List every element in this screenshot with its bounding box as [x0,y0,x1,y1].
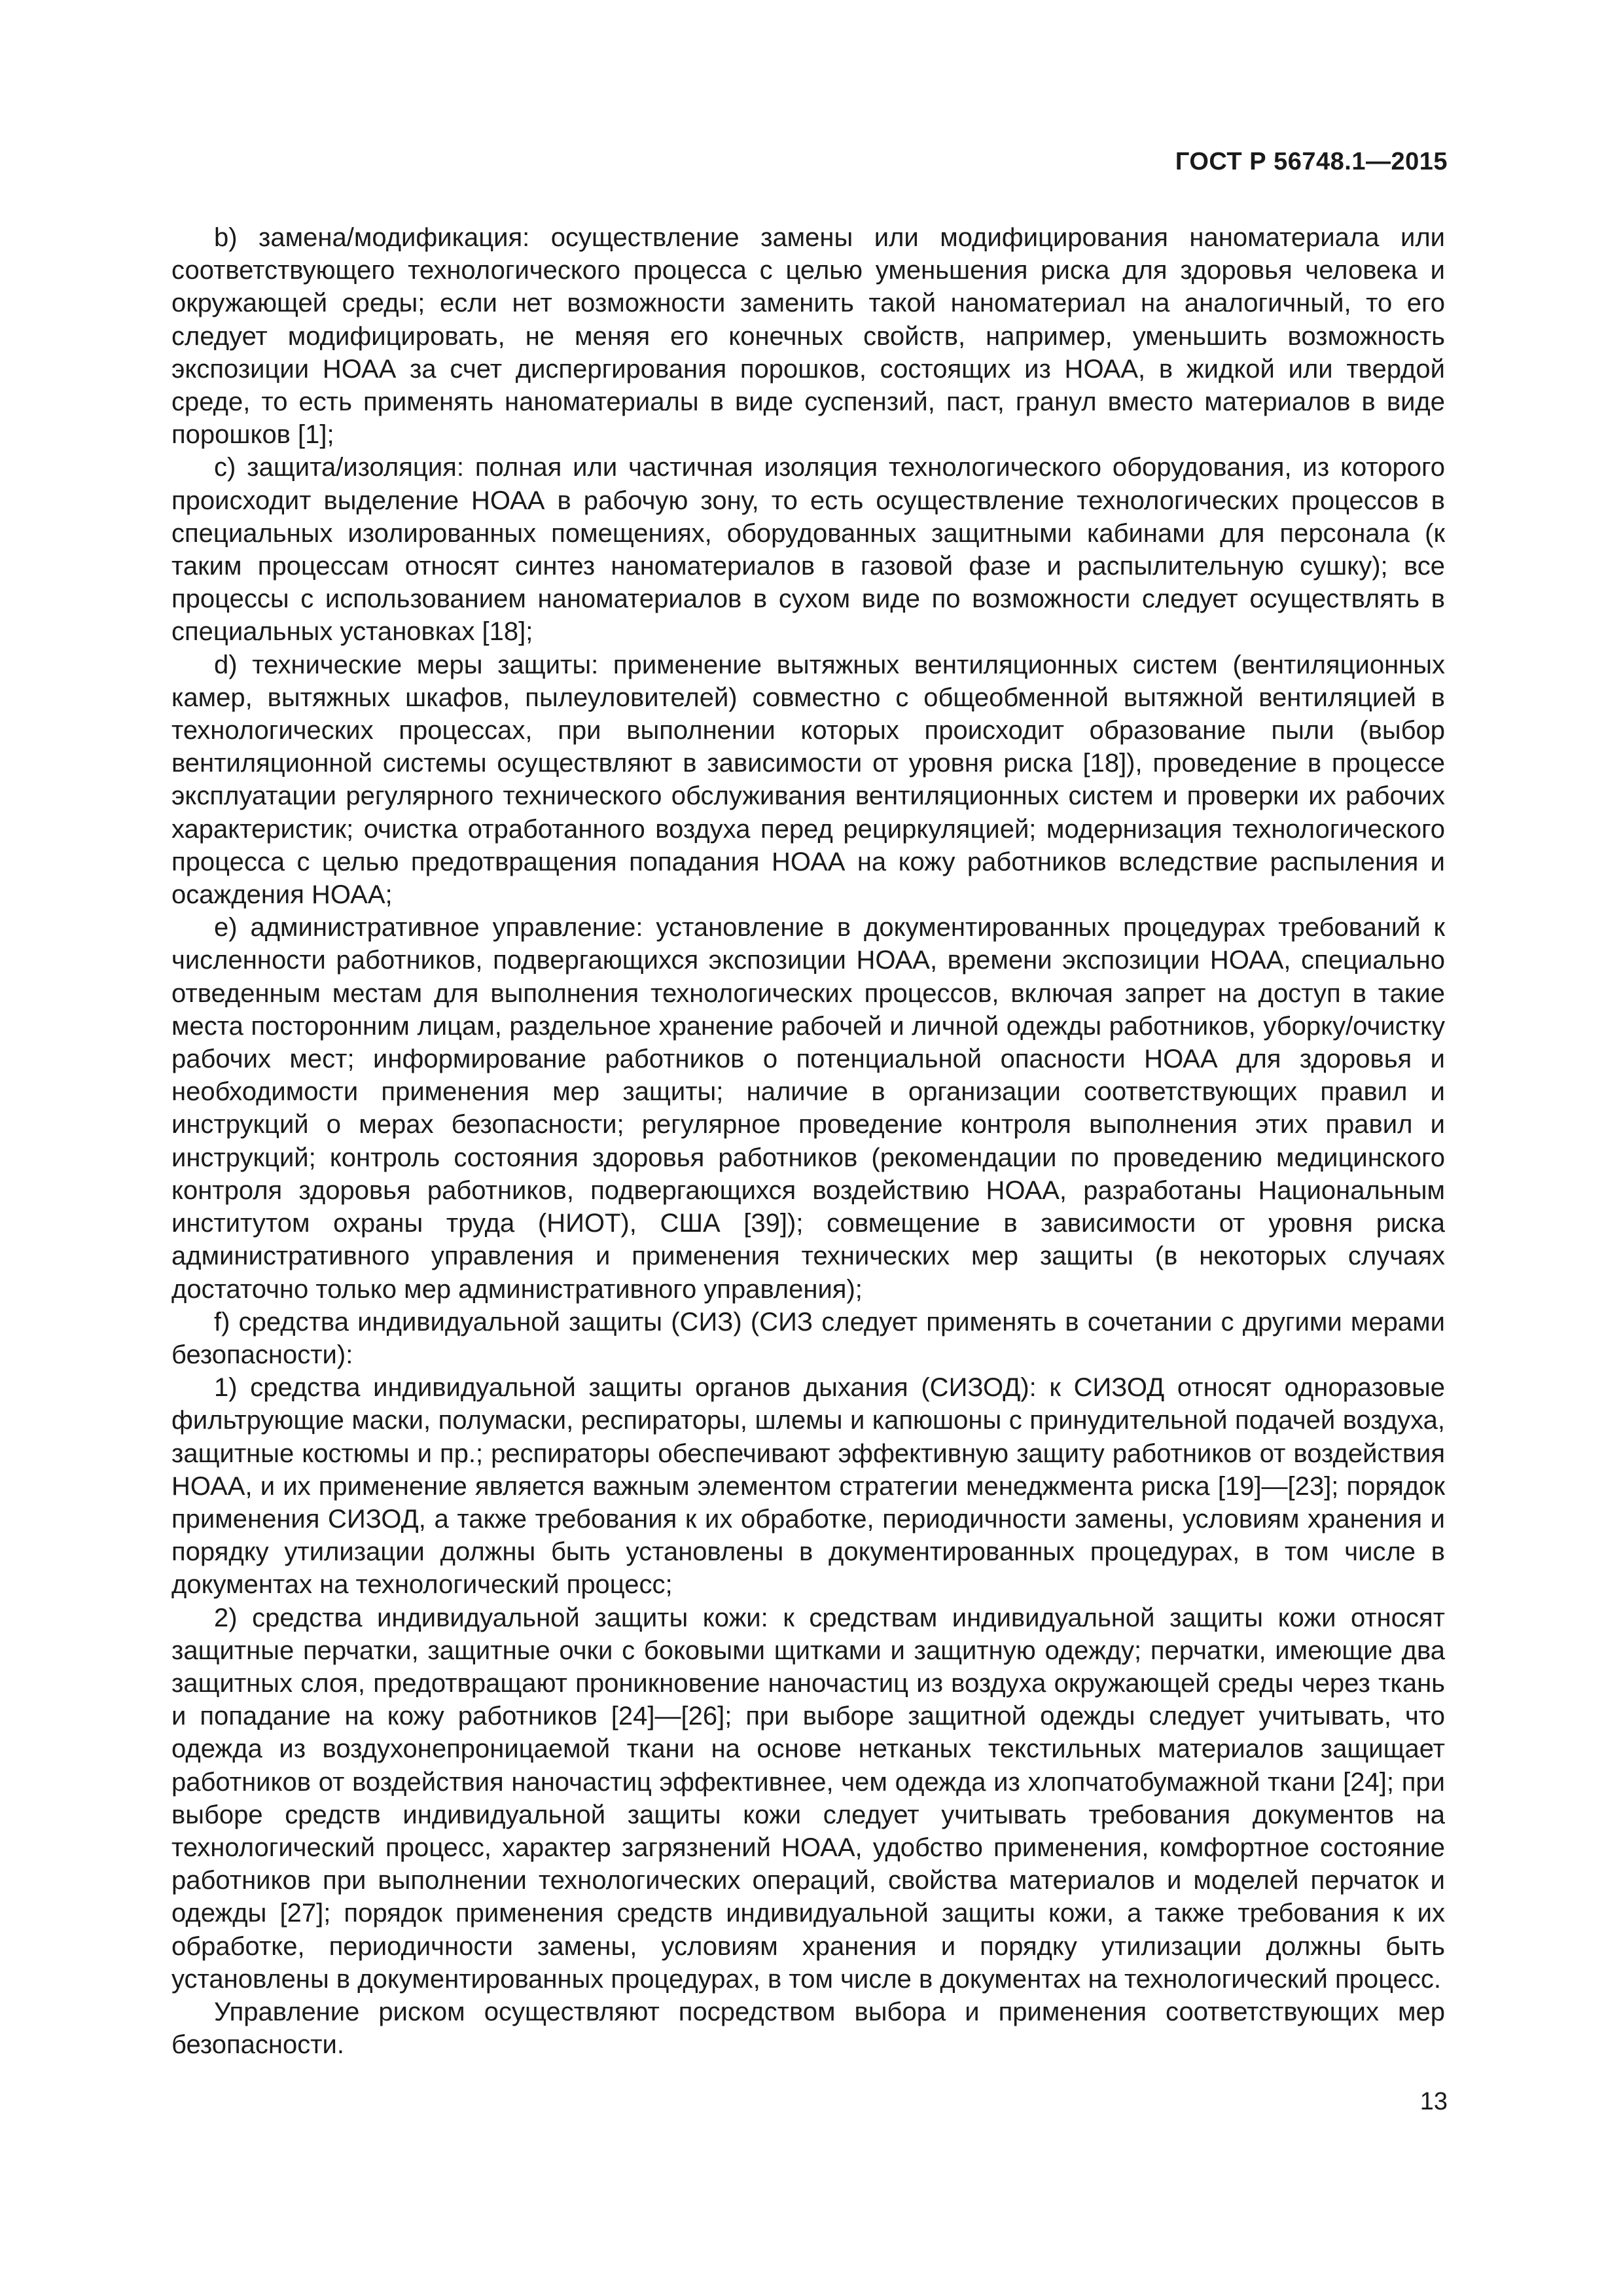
paragraph-d-technical-measures: d) технические меры защиты: применение вытяжных вентиляционных систем (вентиляционных камер, вытяжных шкафов, пылеуловителей) совместно с общеобменной вытяжной вентиляцией в технологических процессах, при выполнении которых происходит образование пыли (выбор вентиляционной системы осуществляют в зависимости от уровня риска [18]), проведение в процессе эксплуатации регулярного технического обслуживания вентиляционных систем и проверки их рабочих характеристик; очистка отработанного воздуха перед рециркуляцией; модернизация технологического процесса с целью предотвращения попадания НОАА на кожу работников вследствие распыления и осаждения НОАА; [171,650,1445,910]
paragraph-c-isolation: c) защита/изоляция: полная или частичная изоляция технологического оборудования, из которого происходит выделение НОАА в рабочую зону, то есть осуществление технологических процессов в специальных изолированных помещениях, оборудованных защитными кабинами для персонала (к таким процессам относят синтез наноматериалов в газовой фазе и распылительную сушку); все процессы с использованием наноматериалов в сухом виде по возможности следует осуществлять в специальных установках [18]; [171,453,1445,647]
paragraph-risk-management-conclusion: Управление риском осуществляют посредством выбора и применения соответствующих мер безопасности. [171,1997,1445,2060]
document-code-header: ГОСТ Р 56748.1—2015 [1175,148,1448,175]
paragraph-f2-skin-protection: 2) средства индивидуальной защиты кожи: к средствам индивидуальной защиты кожи относят защитные перчатки, защитные очки с боковыми щитками и защитную одежду; перчатки, имеющие два защитных слоя, предотвращают проникновение наночастиц из воздуха окружающей среды через ткань и попадание на кожу работников [24]—[26]; при выборе защитной одежды следует учитывать, что одежда из воздухонепроницаемой ткани на основе нетканых текстильных материалов защищает работников от воздействия наночастиц эффективнее, чем одежда из хлопчатобумажной ткани [24]; при выборе средств индивидуальной защиты кожи следует учитывать требования документов на технологический процесс, характер загрязнений НОАА, удобство применения, комфортное состояние работников при выполнении технологических операций, свойства материалов и моделей перчаток и одежды [27]; порядок применения средств индивидуальной защиты кожи, а также требования к их обработке, периодичности замены, условиям хранения и порядку утилизации должны быть установлены в документированных процедурах, в том числе в документах на технологический процесс. [171,1603,1445,1994]
paragraph-e-administrative-control: e) административное управление: установление в документированных процедурах требований к численности работников, подвергающихся экспозиции НОАА, времени экспозиции НОАА, специально отведенным местам для выполнения технологических процессов, включая запрет на доступ в такие места посторонним лицам, раздельное хранение рабочей и личной одежды работников, уборку/очистку рабочих мест; информирование работников о потенциальной опасности НОАА для здоровья и необходимости применения мер защиты; наличие в организации соответствующих правил и инструкций о мерах безопасности; регулярное проведение контроля выполнения этих правил и инструкций; контроль состояния здоровья работников (рекомендации по проведению медицинского контроля здоровья работников, подвергающихся воздействию НОАА, разработаны Национальным институтом охраны труда (НИОТ), США [39]); совмещение в зависимости от уровня риска административного управления и применения технических мер защиты (в некоторых случаях достаточно только мер административного управления); [171,913,1445,1304]
document-body [171,221,1445,2061]
paragraph-b-substitution: b) замена/модификация: осуществление замены или модифицирования наноматериала или соответствующего технологического процесса с целью уменьшения риска для здоровья человека и окружающей среды; если нет возможности заменить такой наноматериал на аналогичный, то его следует модифицировать, не меняя его конечных свойств, например, уменьшить возможность экспозиции НОАА за счет диспергирования порошков, состоящих из НОАА, в жидкой или твердой среде, то есть применять наноматериалы в виде суспензий, паст, гранул вместо материалов в виде порошков [1]; [171,223,1445,450]
paragraph-f-ppe: f) средства индивидуальной защиты (СИЗ) (СИЗ следует применять в сочетании с другими мерами безопасности): [171,1307,1445,1369]
page-number: 13 [1419,2088,1448,2115]
paragraph-f1-respiratory-protection: 1) средства индивидуальной защиты органов дыхания (СИЗОД): к СИЗОД относят одноразовые фильтрующие маски, полумаски, респираторы, шлемы и капюшоны с принудительной подачей воздуха, защитные костюмы и пр.; респираторы обеспечивают эффективную защиту работников от воздействия НОАА, и их применение является важным элементом стратегии менеджмента риска [19]—[23]; порядок применения СИЗОД, а также требования к их обработке, периодичности замены, условиям хранения и порядку утилизации должны быть установлены в документированных процедурах, в том числе в документах на технологический процесс; [171,1373,1445,1600]
